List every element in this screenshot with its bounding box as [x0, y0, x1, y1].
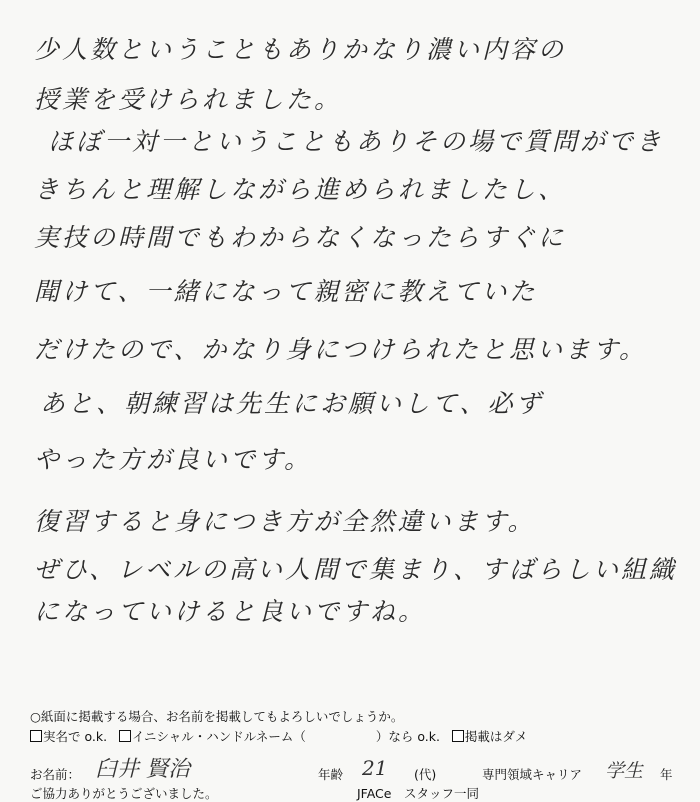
career-value: 学生	[605, 760, 644, 782]
comment-line: あと、朝練習は先生にお願いして、必ず	[40, 389, 544, 418]
name-label: お名前：	[30, 767, 81, 782]
career-unit: 年	[660, 767, 673, 782]
comment-line: になっていけると良いですね。	[34, 597, 427, 626]
comment-line: やった方が良いです。	[34, 445, 313, 474]
comment-line: 復習すると身につき方が全然違います。	[34, 507, 536, 536]
real-name-checkbox[interactable]	[30, 730, 42, 742]
publish-options	[30, 727, 527, 745]
comment-line: ぜひ、レベルの高い人間で集まり、すばらしい組織	[34, 555, 678, 584]
comment-line: 聞けて、一緒になって親密に教えていた	[34, 277, 538, 306]
initial-checkbox[interactable]	[119, 730, 131, 742]
no-publish-label: 掲載はダメ	[464, 729, 528, 744]
name-value: 臼井 賢治	[95, 757, 190, 782]
initial-label-suffix: ）なら o.k.	[375, 729, 440, 744]
comment-line: 授業を受けられました。	[34, 85, 343, 114]
age-suffix: (代)	[414, 767, 437, 782]
comment-line: だけたので、かなり身につけられたと思います。	[34, 335, 648, 364]
age-label: 年齢	[318, 767, 344, 782]
no-publish-checkbox[interactable]	[452, 730, 464, 742]
initial-label-prefix: イニシャル・ハンドルネーム（	[132, 729, 306, 744]
staff-signature: JFACe スタッフ一同	[357, 786, 479, 801]
comment-line: 実技の時間でもわからなくなったらすぐに	[34, 223, 567, 252]
consent-question: ○紙面に掲載する場合、お名前を掲載してもよろしいでしょうか。	[30, 709, 404, 724]
comment-line: ほぼ一対一ということもありその場で質問ができ	[48, 127, 665, 156]
comment-line: きちんと理解しながら進められましたし、	[34, 175, 567, 204]
age-value: 21	[362, 756, 388, 780]
real-name-label: 実名で o.k.	[43, 729, 108, 744]
career-label: 専門領域キャリア	[482, 767, 583, 782]
comment-line: 少人数ということもありかなり濃い内容の	[34, 35, 567, 64]
thanks-text: ご協力ありがとうございました。	[30, 786, 218, 801]
consent-form	[0, 700, 700, 802]
